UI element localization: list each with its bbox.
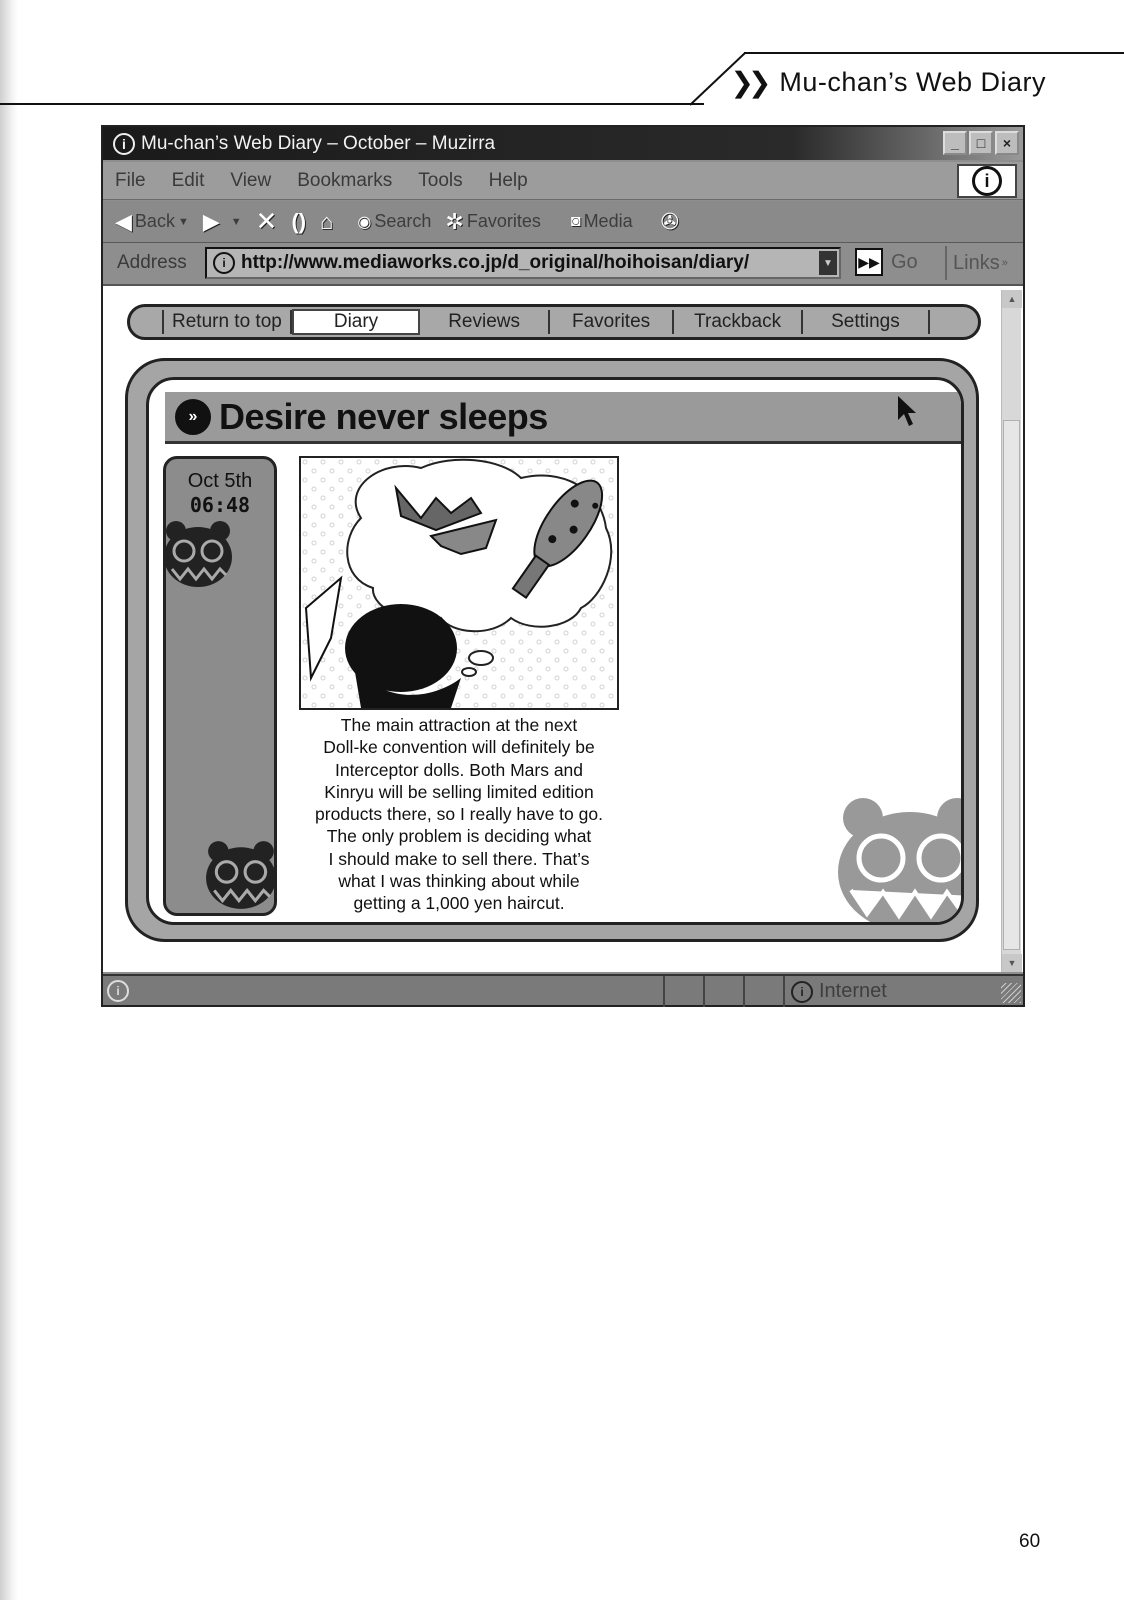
chevron-right-icon: » — [1001, 257, 1008, 269]
favorites-button[interactable] — [445, 209, 540, 235]
entry-time: 06:48 — [189, 493, 251, 517]
menu-bookmarks[interactable]: Bookmarks — [297, 169, 393, 191]
resize-grip-icon[interactable] — [1001, 983, 1021, 1003]
diary-entry — [146, 377, 964, 925]
menu-tools[interactable]: Tools — [418, 169, 463, 191]
status-bar — [103, 974, 1023, 1005]
nav-diary[interactable]: Diary — [292, 309, 420, 335]
muzirra-logo-icon: i — [972, 166, 1002, 196]
minimize-button[interactable]: _ — [943, 131, 967, 155]
search-button[interactable] — [357, 211, 431, 232]
navigation-toolbar — [103, 201, 1023, 243]
entry-body-line: Interceptor dolls. Both Mars and — [334, 759, 584, 780]
entry-body — [295, 714, 623, 915]
search-label: Search — [374, 211, 432, 231]
address-input[interactable] — [205, 247, 841, 279]
entry-body-line: Doll-ke convention will definitely be — [323, 737, 595, 758]
forward-arrow-icon: ▶ — [202, 208, 220, 234]
section-title — [730, 66, 1046, 99]
grinning-bear-mascot-icon — [204, 837, 280, 913]
maximize-button[interactable]: □ — [969, 131, 993, 155]
scroll-up-icon[interactable]: ▲ — [1002, 290, 1022, 308]
zone-icon: i — [791, 981, 813, 1003]
close-button[interactable]: × — [995, 131, 1019, 155]
entry-date: Oct 5th — [187, 470, 253, 492]
nav-return-to-top[interactable]: Return to top — [162, 310, 292, 334]
header-rule — [0, 103, 704, 105]
address-bar — [103, 244, 1023, 282]
refresh-icon[interactable]: () — [291, 208, 307, 234]
search-eye-icon: ◉ — [357, 213, 372, 231]
page-edge — [0, 0, 18, 1600]
address-dropdown-icon[interactable]: ▼ — [819, 251, 837, 275]
scroll-down-icon[interactable]: ▼ — [1002, 954, 1022, 972]
back-dropdown-icon[interactable]: ▼ — [177, 215, 189, 228]
back-arrow-icon: ◀ — [115, 208, 132, 234]
media-button[interactable] — [571, 211, 633, 232]
nav-reviews[interactable]: Reviews — [420, 310, 550, 334]
go-button[interactable] — [855, 248, 918, 276]
browser-window — [101, 125, 1025, 1007]
muzirra-logo-icon: i — [107, 980, 129, 1002]
page-number: 60 — [1019, 1531, 1041, 1552]
double-chevron-icon: » — [175, 399, 211, 435]
entry-body-line: The main attraction at the next — [340, 715, 578, 735]
entry-illustration — [299, 456, 619, 710]
nav-settings[interactable]: Settings — [803, 310, 930, 334]
entry-body-line: The only problem is deciding what — [326, 826, 592, 847]
grinning-bear-mascot-icon — [162, 517, 236, 591]
go-label: Go — [891, 250, 918, 273]
links-button[interactable] — [945, 246, 1008, 280]
status-cell — [663, 976, 703, 1007]
history-icon[interactable]: ✇ — [660, 208, 680, 234]
page-favicon-icon: i — [213, 252, 235, 274]
browser-brand — [957, 164, 1017, 198]
grinning-bear-mascot-icon — [835, 790, 964, 925]
menu-edit[interactable]: Edit — [171, 169, 205, 191]
address-label: Address — [117, 252, 187, 273]
address-value: http://www.mediaworks.co.jp/d_original/hoihoisan/diary/ — [241, 252, 750, 273]
zone-label: Internet — [819, 980, 887, 1002]
entry-body-line: getting a 1,000 yen haircut. — [353, 893, 565, 914]
menu-view[interactable]: View — [230, 169, 272, 191]
media-icon: ◙ — [570, 212, 581, 230]
muzirra-logo-icon: i — [113, 133, 135, 155]
favorites-label: Favorites — [466, 211, 541, 231]
entry-body-line: what I was thinking about while — [338, 871, 580, 892]
status-cell — [703, 976, 743, 1007]
site-navigation — [127, 304, 981, 340]
window-controls — [943, 131, 1019, 155]
forward-dropdown-icon[interactable]: ▼ — [230, 215, 242, 228]
entry-body-line: Kinryu will be selling limited edition — [324, 781, 594, 802]
security-zone — [783, 976, 887, 1007]
vertical-scrollbar[interactable] — [1001, 290, 1021, 972]
menu-bar — [103, 162, 1023, 200]
entry-title: Desire never sleeps — [219, 395, 548, 437]
back-button[interactable] — [115, 209, 189, 235]
scroll-thumb[interactable] — [1003, 420, 1020, 950]
favorites-star-icon: ✲ — [445, 208, 464, 234]
status-cells — [663, 976, 783, 1007]
window-title: Mu-chan’s Web Diary – October – Muzirra — [141, 132, 496, 154]
double-chevron-icon: ❯❯ — [730, 67, 766, 98]
entry-header — [165, 392, 964, 444]
nav-favorites[interactable]: Favorites — [550, 310, 674, 334]
status-cell — [743, 976, 783, 1007]
entry-body-line: I should make to sell there. That’s — [328, 848, 590, 869]
entry-timestamp — [166, 469, 274, 517]
entry-date-column — [163, 456, 277, 916]
diary-entry-frame — [125, 358, 979, 942]
menu-file[interactable]: File — [115, 169, 146, 191]
media-label: Media — [583, 211, 633, 231]
entry-body-line: products there, so I really have to go. — [315, 804, 603, 825]
go-arrow-icon: ▶▶ — [855, 248, 883, 276]
section-title-text: Mu-chan’s Web Diary — [779, 67, 1046, 97]
forward-button[interactable] — [203, 209, 242, 235]
links-label: Links — [953, 251, 1000, 274]
menu-help[interactable]: Help — [488, 169, 528, 191]
header-top-rule — [744, 52, 1124, 54]
home-icon[interactable]: ⌂ — [320, 208, 334, 234]
mouse-cursor-icon — [896, 394, 916, 428]
back-label: Back — [134, 211, 175, 231]
page-viewport — [103, 284, 1023, 972]
title-bar — [103, 127, 1023, 160]
nav-trackback[interactable]: Trackback — [674, 310, 803, 334]
stop-icon[interactable]: ✕ — [255, 206, 278, 236]
dream-illustration-image — [301, 458, 617, 708]
